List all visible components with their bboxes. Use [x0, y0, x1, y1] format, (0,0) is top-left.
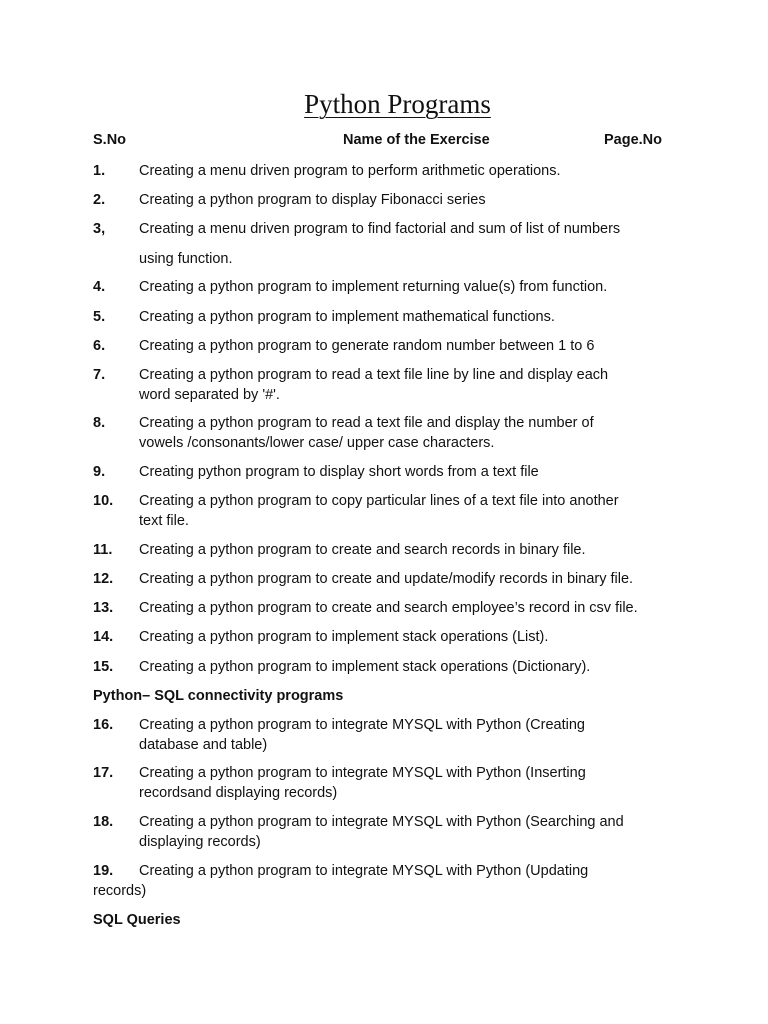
item-number: 18. [93, 814, 114, 830]
item-number: 4. [93, 279, 106, 295]
item-number: 8. [93, 415, 106, 431]
header-sno: S.No [93, 132, 127, 148]
item-text: Creating a menu driven program to perform arithmetic operations. [139, 163, 561, 179]
item-number: 16. [93, 717, 114, 733]
section-heading-sql-queries: SQL Queries [93, 912, 181, 928]
item-number: 14. [93, 629, 114, 645]
item-number: 5. [93, 309, 106, 325]
item-text-continued: recordsand displaying records) [139, 785, 338, 801]
item-text: Creating a python program to create and update/modify records in binary file. [139, 571, 634, 587]
table-header [0, 132, 768, 152]
item-text-continued: using function. [139, 251, 233, 267]
item-number: 6. [93, 338, 106, 354]
item-number: 3, [93, 221, 106, 237]
item-text: Creating a python program to integrate MYSQL with Python (Inserting [139, 765, 586, 781]
item-number: 15. [93, 659, 114, 675]
item-text: Creating a python program to read a text file line by line and display each [139, 367, 609, 383]
item-number: 9. [93, 464, 106, 480]
header-name: Name of the Exercise [343, 132, 490, 148]
header-page: Page.No [604, 132, 663, 148]
item-number: 11. [93, 542, 113, 558]
item-number: 19. [93, 863, 114, 879]
item-text: Creating python program to display short words from a text file [139, 464, 539, 480]
item-number: 10. [93, 493, 114, 509]
item-number: 12. [93, 571, 114, 587]
item-text: Creating a python program to implement returning value(s) from function. [139, 279, 608, 295]
item-text: Creating a python program to implement mathematical functions. [139, 309, 555, 325]
item-number: 7. [93, 367, 106, 383]
item-text-continued: database and table) [139, 737, 268, 753]
item-text: Creating a python program to generate random number between 1 to 6 [139, 338, 595, 354]
item-text-continued: records) [93, 883, 147, 899]
item-number: 1. [93, 163, 106, 179]
page-title: Python Programs [304, 89, 491, 119]
item-text: Creating a python program to integrate MYSQL with Python (Updating [139, 863, 589, 879]
item-text: Creating a python program to integrate MYSQL with Python (Creating [139, 717, 585, 733]
item-text: Creating a python program to implement stack operations (List). [139, 629, 549, 645]
item-text: Creating a python program to read a text file and display the number of [139, 415, 594, 431]
item-text: Creating a python program to copy particular lines of a text file into another [139, 493, 619, 509]
item-text: Creating a python program to integrate MYSQL with Python (Searching and [139, 814, 624, 830]
item-text-continued: word separated by '#'. [139, 387, 280, 403]
item-text: Creating a python program to implement stack operations (Dictionary). [139, 659, 591, 675]
item-number: 17. [93, 765, 114, 781]
item-text-continued: displaying records) [139, 834, 261, 850]
item-number: 13. [93, 600, 114, 616]
item-text-continued: vowels /consonants/lower case/ upper case characters. [139, 435, 495, 451]
item-text-continued: text file. [139, 513, 189, 529]
item-text: Creating a menu driven program to find factorial and sum of list of numbers [139, 221, 621, 237]
item-text: Creating a python program to create and search employee’s record in csv file. [139, 600, 638, 616]
section-heading-sql-connectivity: Python– SQL connectivity programs [93, 688, 344, 704]
item-text: Creating a python program to create and search records in binary file. [139, 542, 586, 558]
item-text: Creating a python program to display Fibonacci series [139, 192, 486, 208]
item-number: 2. [93, 192, 106, 208]
